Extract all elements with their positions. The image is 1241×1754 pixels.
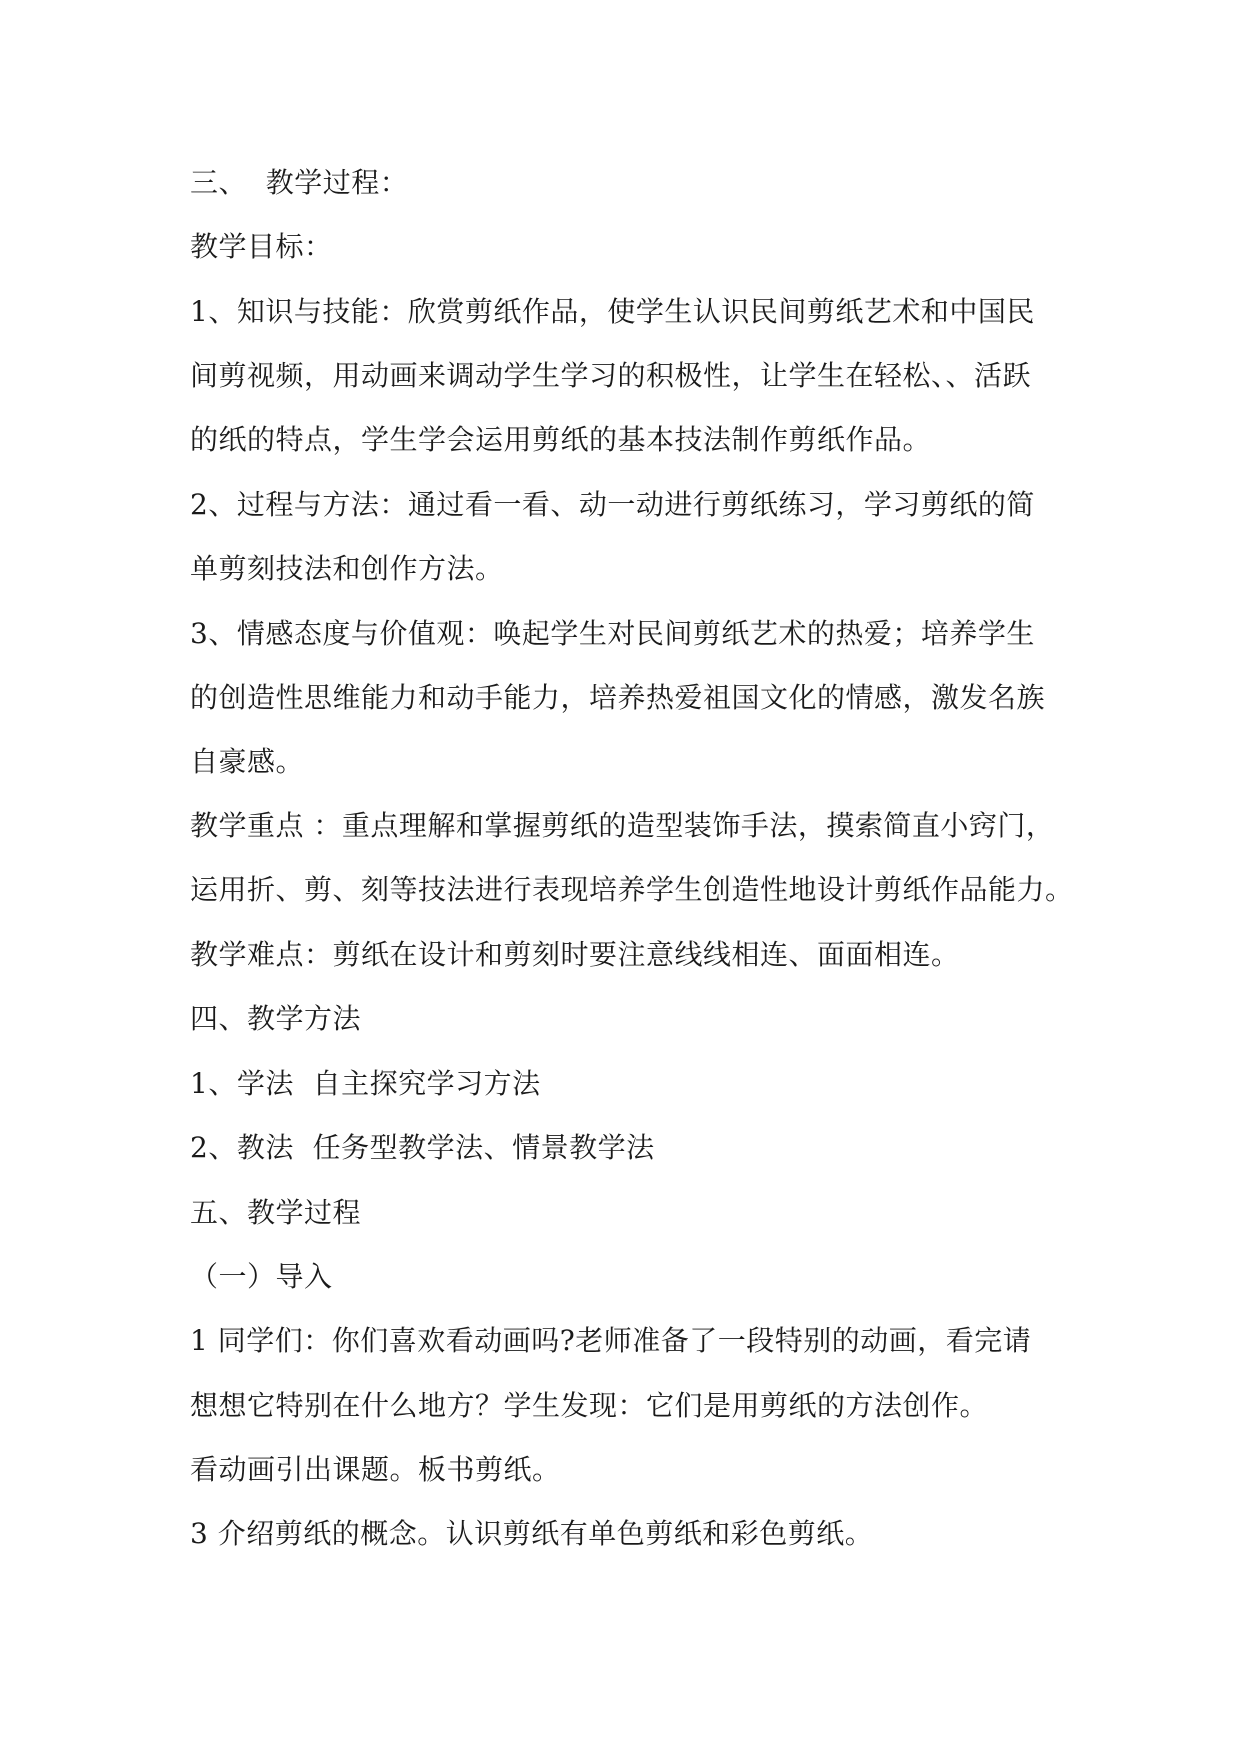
intro-step-1-line-2: 想想它特别在什么地方？学生发现：它们是用剪纸的方法创作。 (190, 1389, 989, 1422)
method-teaching: 2、教法 任务型教学法、情景教学法 (190, 1131, 655, 1164)
key-points-line-1: 教学重点 ：重点理解和掌握剪纸的造型装饰手法，摸索简直小窍门， (190, 809, 1055, 842)
section-heading-process: 五、教学过程 (190, 1196, 362, 1229)
goal-process-line-2: 单剪刻技法和创作方法。 (190, 552, 504, 585)
teaching-goals-label: 教学目标： (190, 230, 333, 263)
intro-step-1-line-1: 1 同学们：你们喜欢看动画吗?老师准备了一段特别的动画，看完请 (190, 1324, 1032, 1357)
section-heading-teaching-methods: 四、教学方法 (190, 1002, 362, 1035)
goal-process-line-1: 2、过程与方法：通过看一看、动一动进行剪纸练习，学习剪纸的简 (190, 488, 1035, 521)
subsection-introduction: （一）导入 (190, 1260, 333, 1293)
goal-emotion-line-2: 的创造性思维能力和动手能力，培养热爱祖国文化的情感，激发名族 (190, 681, 1046, 714)
intro-step-3: 3 介绍剪纸的概念。认识剪纸有单色剪纸和彩色剪纸。 (190, 1517, 874, 1550)
goal-knowledge-line-2: 间剪视频，用动画来调动学生学习的积极性，让学生在轻松、、活跃 (190, 359, 1032, 392)
goal-emotion-line-3: 自豪感。 (190, 745, 305, 778)
difficult-points: 教学难点：剪纸在设计和剪刻时要注意线线相连、面面相连。 (190, 938, 960, 971)
goal-knowledge-line-1: 1、知识与技能：欣赏剪纸作品，使学生认识民间剪纸艺术和中国民 (190, 295, 1035, 328)
intro-step-2: 看动画引出课题。板书剪纸。 (190, 1453, 561, 1486)
method-learning: 1、学法 自主探究学习方法 (190, 1067, 541, 1100)
goal-knowledge-line-3: 的纸的特点，学生学会运用剪纸的基本技法制作剪纸作品。 (190, 423, 932, 456)
goal-emotion-line-1: 3、情感态度与价值观：唤起学生对民间剪纸艺术的热爱；培养学生 (190, 617, 1035, 650)
section-heading-teaching-process: 三、 教学过程： (190, 166, 409, 199)
key-points-line-2: 运用折、剪、刻等技法进行表现培养学生创造性地设计剪纸作品能力。 (190, 873, 1074, 906)
